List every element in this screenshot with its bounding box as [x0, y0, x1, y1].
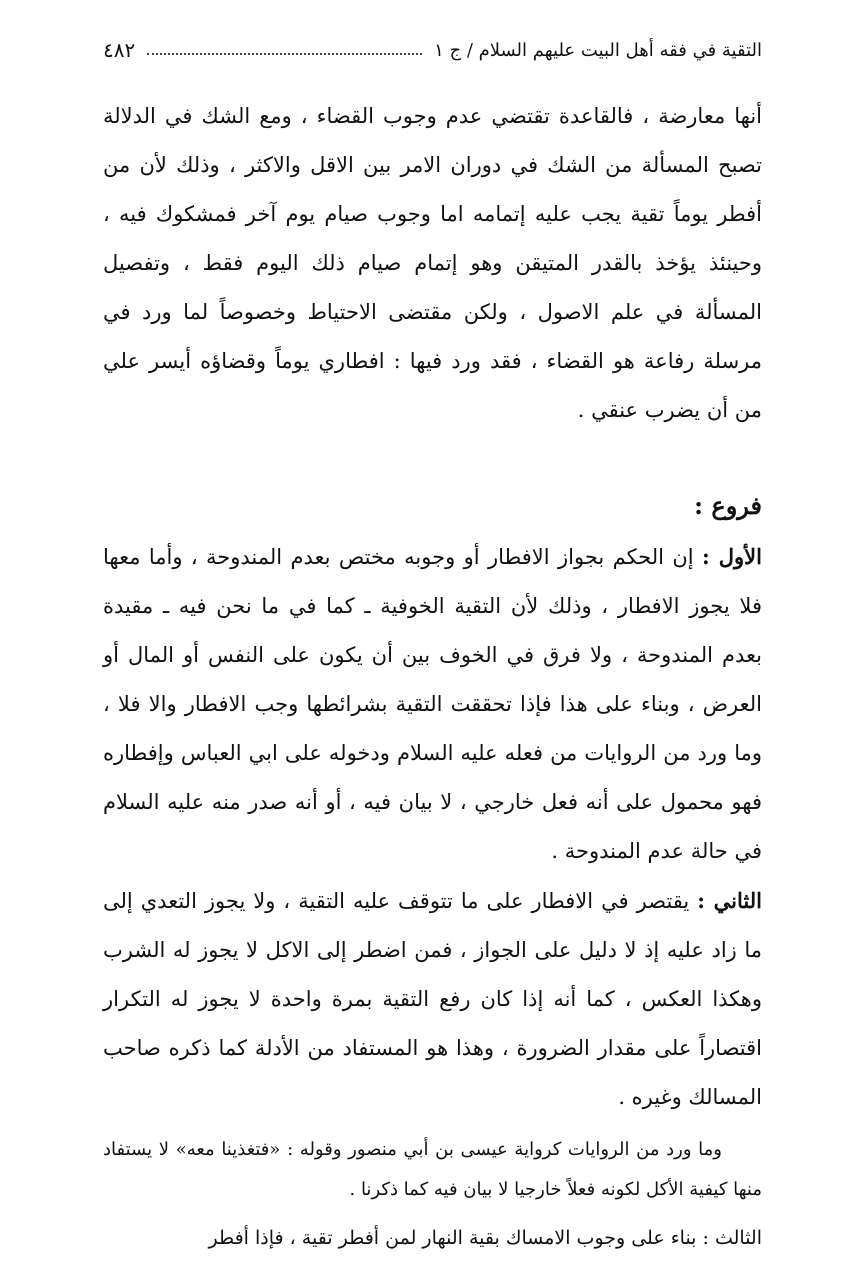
first-branch-lead: الأول :	[702, 544, 762, 569]
paragraph-first-branch	[103, 532, 762, 876]
page-number: ٤٨٢	[103, 38, 136, 62]
paragraph-third-branch	[103, 1216, 762, 1260]
third-branch-text: بناء على وجوب الامساك بقية النهار لمن أفطر تقية ، فإذا أفطر	[208, 1227, 697, 1249]
third-branch-lead: الثالث :	[702, 1227, 762, 1249]
paragraph-second-branch	[103, 876, 762, 1122]
section-heading-branches: فروع :	[694, 491, 762, 520]
section-gap	[103, 435, 762, 480]
running-head-dot-leader	[147, 53, 422, 55]
running-head	[103, 30, 762, 70]
first-branch-text: إن الحكم بجواز الافطار أو وجوبه مختص بعدم المندوحة ، وأما معها فلا يجوز الافطار ، وذلك لأن التقية الخوفية ـ كما في ما نحن فيه ـ مقيدة بعدم المندوحة ، ولا فرق في الخوف بين أن يكون على النفس أو المال أو العرض ، وبناء على هذا فإذا تحققت التقية بشرائطها وجب الافطار والا فلا ، وما ورد من الروايات من فعله عليه السلام ودخوله على ابي العباس وإفطاره فهو محمول على أنه فعل خارجي ، لا بيان فيه ، أو أنه صدر منه عليه السلام في حالة عدم المندوحة .	[103, 545, 762, 863]
paragraph-note: وما ورد من الروايات كرواية عيسى بن أبي منصور وقوله : «فتغذينا معه» لا يستفاد منها كيفية الأكل لكونه فعلاً خارجيا لا بيان فيه كما ذكرنا .	[103, 1139, 762, 1200]
running-head-title: التقية في فقه أهل البيت عليهم السلام / ج ١	[434, 39, 762, 61]
second-branch-lead: الثاني :	[697, 888, 762, 913]
paragraph-continuation: أنها معارضة ، فالقاعدة تقتضي عدم وجوب القضاء ، ومع الشك في الدلالة تصبح المسألة من الشك في دوران الامر بين الاقل والاكثر ، وذلك لأن من أفطر يوماً تقية يجب عليه إتمامه اما وجوب صيام يوم آخر فمشكوك فيه ، وحينئذ يؤخذ بالقدر المتيقن وهو إتمام صيام ذلك اليوم فقط ، وتفصيل المسألة في علم الاصول ، ولكن مقتضى الاحتياط وخصوصاً لما ورد في مرسلة رفاعة هو القضاء ، فقد ورد فيها : افطاري يوماً وقضاؤه أيسر علي من أن يضرب عنقي .	[103, 104, 762, 422]
second-branch-text: يقتصر في الافطار على ما تتوقف عليه التقية ، ولا يجوز التعدي إلى ما زاد عليه إذ لا دليل على الجواز ، فمن اضطر إلى الاكل لا يجوز له الشرب وهكذا العكس ، كما أنه إذا كان رفع التقية بمرة واحدة لا يجوز له التكرار اقتصاراً على مقدار الضرورة ، وهذا هو المستفاد من الأدلة كما ذكره صاحب المسالك وغيره .	[103, 889, 762, 1109]
page-body	[103, 92, 762, 1260]
